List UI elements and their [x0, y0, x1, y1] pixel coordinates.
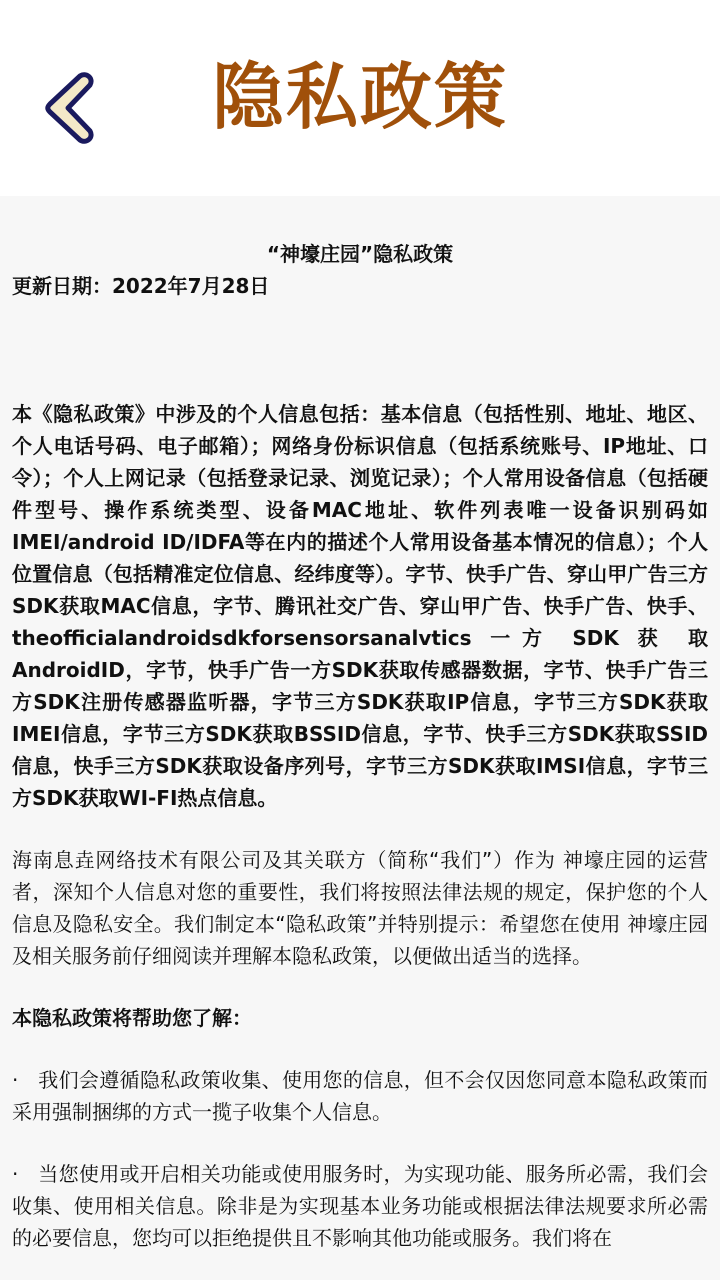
document-title: “神壕庄园”隐私政策: [266, 242, 454, 266]
help-heading: 本隐私政策将帮助您了解：: [12, 1006, 252, 1030]
spacer: [12, 302, 708, 398]
bullet-dot: ·: [12, 1068, 19, 1092]
bullet-item: [12, 1158, 708, 1254]
spacer: [12, 972, 708, 1002]
header-bar: [0, 0, 720, 196]
intro-paragraph: 本《隐私政策》中涉及的个人信息包括：基本信息（包括性别、地址、地区、个人电话号码、电子邮箱）；网络身份标识信息（包括系统账号、IP地址、口令）；个人上网记录（包括登录记录、浏览记录）；个人常用设备信息（包括硬件型号、操作系统类型、设备MAC地址、软件列表唯一设备识别码如IMEI/android ID/IDFA等在内的描述个人常用设备基本情况的信息）；个人位置信息（包括精准定位信息、经纬度等）。字节、快手广告、穿山甲广告三方SDK获取MAC信息，字节、腾讯社交广告、穿山甲广告、快手广告、快手、theofficialandroidsdkforsensorsanalvtics 一方 SDK 获 取AndroidID，字节，快手广告一方SDK获取传感器数据，字节、快手广告三方SDK注册传感器监听器，字节三方SDK获取IP信息，字节三方SDK获取IMEI信息，字节三方SDK获取BSSID信息，字节、快手三方SDK获取SSID信息，快手三方SDK获取设备序列号，字节三方SDK获取IMSI信息，字节三方SDK获取WI-FI热点信息。: [12, 402, 708, 810]
page-title: 隐私政策: [211, 55, 508, 139]
bullet-text: 当您使用或开启相关功能或使用服务时，为实现功能、服务所必需，我们会收集、使用相关信息。除非是为实现基本业务功能或根据法律法规要求所必需的必要信息，您均可以拒绝提供且不影响其他功能或服务。我们将在: [12, 1162, 708, 1250]
bullet-dot: ·: [12, 1162, 19, 1186]
bullet-item: [12, 1064, 708, 1128]
spacer: [12, 814, 708, 844]
company-paragraph: 海南息垚网络技术有限公司及其关联方（简称“我们”）作为 神壕庄园的运营者，深知个人信息对您的重要性，我们将按照法律法规的规定，保护您的个人信息及隐私安全。我们制定本“隐私政策”并特别提示：希望您在使用 神壕庄园及相关服务前仔细阅读并理解本隐私政策，以便做出适当的选择。: [12, 848, 708, 968]
spacer: [12, 1034, 708, 1064]
spacer: [12, 1128, 708, 1158]
updated-date: 更新日期：2022年7月28日: [12, 274, 270, 298]
bullet-text: 我们会遵循隐私政策收集、使用您的信息，但不会仅因您同意本隐私政策而采用强制捆绑的方式一揽子收集个人信息。: [12, 1068, 708, 1124]
policy-content: [12, 238, 708, 1254]
